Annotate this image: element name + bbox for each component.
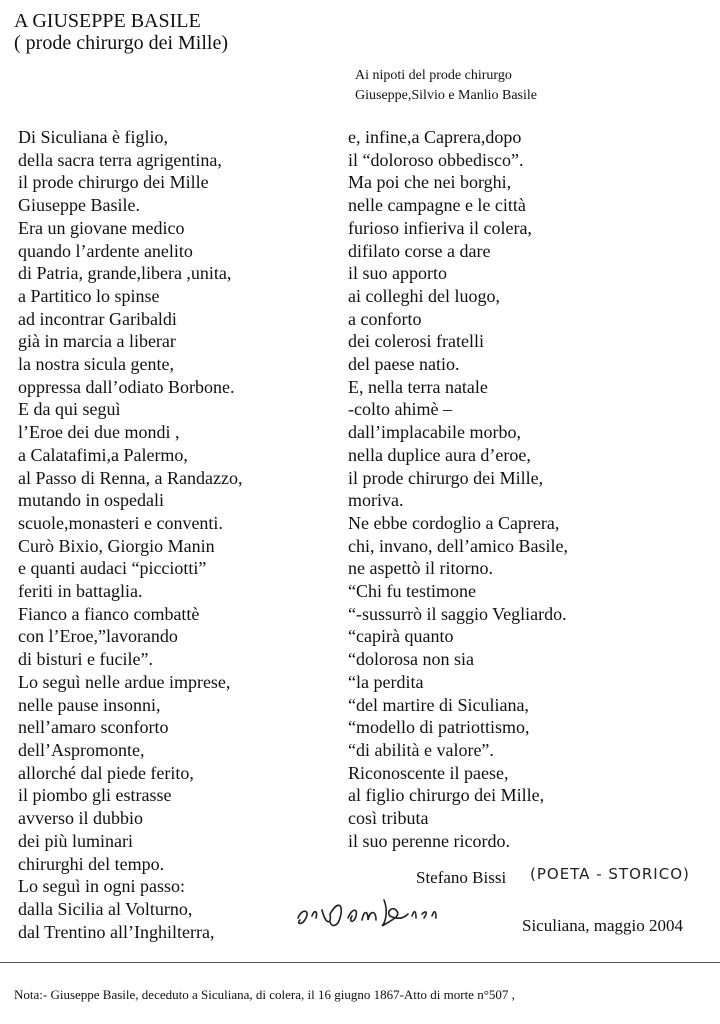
poem-line: a Calatafimi,a Palermo, xyxy=(18,444,188,465)
poem-line: “-sussurrò il saggio Vegliardo. xyxy=(348,603,567,624)
poem-line: la nostra sicula gente, xyxy=(18,354,174,375)
poem-line: ad incontrar Garibaldi xyxy=(18,308,177,329)
poem-line: Di Siculiana è figlio, xyxy=(18,127,168,147)
poem-line: del paese natio. xyxy=(348,354,460,375)
poem-line: dalla Sicilia al Volturno, xyxy=(18,898,193,919)
poem-line: al Passo di Renna, a Randazzo, xyxy=(18,467,243,488)
poem-line: “dolorosa non sia xyxy=(348,649,474,670)
poem-line: Giuseppe Basile. xyxy=(18,195,140,216)
poem-line: allorché dal piede ferito, xyxy=(18,762,194,783)
poem-line: di bisturi e fucile”. xyxy=(18,649,153,670)
poem-line: nella duplice aura d’eroe, xyxy=(348,444,531,465)
poem-line: il suo perenne ricordo. xyxy=(348,830,510,851)
poem-line: nell’amaro sconforto xyxy=(18,717,169,738)
poem-line: Lo seguì in ogni passo: xyxy=(18,876,185,897)
poem-line: oppressa dall’odiato Borbone. xyxy=(18,376,235,397)
poem-line: dal Trentino all’Inghilterra, xyxy=(18,921,215,942)
poem-line: nelle campagne e le città xyxy=(348,195,526,216)
poem-line: Curò Bixio, Giorgio Manin xyxy=(18,535,215,556)
poem-line: ne aspettò il ritorno. xyxy=(348,558,493,579)
poem-line: dei colerosi fratelli xyxy=(348,331,484,352)
poem-line: “Chi fu testimone xyxy=(348,581,476,602)
poem-line: “di abilità e valore”. xyxy=(348,739,494,760)
footnote-divider xyxy=(0,962,720,963)
poem-line: al figlio chirurgo dei Mille, xyxy=(348,785,545,806)
title-subtitle: ( prode chirurgo dei Mille) xyxy=(14,32,229,54)
place-date: Siculiana, maggio 2004 xyxy=(522,916,684,935)
poem-line: “capirà quanto xyxy=(348,626,454,647)
poem-line: dall’implacabile morbo, xyxy=(348,422,521,443)
poem-line: “del martire di Siculiana, xyxy=(348,694,529,715)
poem-line: a Partitico lo spinse xyxy=(18,285,160,306)
poem-line: moriva. xyxy=(348,490,404,511)
poem-line: il prode chirurgo dei Mille xyxy=(18,172,209,193)
poem-line: di Patria, grande,libera ,unita, xyxy=(18,263,232,284)
poem-line: “modello di patriottismo, xyxy=(348,717,530,738)
handwritten-signature xyxy=(292,880,472,940)
poem-line: Ma poi che nei borghi, xyxy=(348,172,512,193)
poem-line: nelle pause insonni, xyxy=(18,694,161,715)
poem-line: avverso il dubbio xyxy=(18,808,143,829)
poem-line: Era un giovane medico xyxy=(18,217,185,238)
poem-line: Lo seguì nelle ardue imprese, xyxy=(18,671,231,692)
poem-line: così tributa xyxy=(348,808,429,829)
poem-left-column xyxy=(18,126,328,943)
dedication xyxy=(355,66,537,106)
poem-right-column xyxy=(348,126,708,853)
poem-title xyxy=(14,10,228,54)
poem-line: furioso infieriva il colera, xyxy=(348,217,532,238)
poem-line: il prode chirurgo dei Mille, xyxy=(348,467,544,488)
poem-line: Riconoscente il paese, xyxy=(348,762,509,783)
poem-line: Fianco a fianco combattè xyxy=(18,603,200,624)
poem-line: il suo apporto xyxy=(348,263,447,284)
dedication-line: Giuseppe,Silvio e Manlio Basile xyxy=(355,88,537,103)
poem-line: l’Eroe dei due mondi , xyxy=(18,422,180,443)
poem-line: e quanti audaci “picciotti” xyxy=(18,558,207,579)
poem-line: feriti in battaglia. xyxy=(18,581,143,602)
poem-line: E, nella terra natale xyxy=(348,376,488,397)
footnote: Nota:- Giuseppe Basile, deceduto a Siculiana, di colera, il 16 giugno 1867-Atto di morte n°507 , xyxy=(14,987,515,1002)
poem-line: ai colleghi del luogo, xyxy=(348,285,500,306)
poem-line: quando l’ardente anelito xyxy=(18,240,193,261)
poem-line: dell’Aspromonte, xyxy=(18,739,145,760)
poem-line: chi, invano, dell’amico Basile, xyxy=(348,535,568,556)
poem-line: Ne ebbe cordoglio a Caprera, xyxy=(348,512,560,533)
poem-line: scuole,monasteri e conventi. xyxy=(18,512,223,533)
title-main: A GIUSEPPE BASILE xyxy=(14,10,201,32)
poem-line: chirurghi del tempo. xyxy=(18,853,165,874)
poem-line: mutando in ospedali xyxy=(18,490,164,511)
author-name: Stefano Bissi xyxy=(416,868,507,887)
poem-line: della sacra terra agrigentina, xyxy=(18,149,222,170)
poem-line: -colto ahimè – xyxy=(348,399,452,420)
handwritten-note: (POETA - STORICO) xyxy=(530,865,690,883)
poem-line: già in marcia a liberar xyxy=(18,331,176,352)
poem-line: con l’Eroe,”lavorando xyxy=(18,626,178,647)
poem-line: il piombo gli estrasse xyxy=(18,785,172,806)
dedication-line: Ai nipoti del prode chirurgo xyxy=(355,68,512,83)
poem-line: il “doloroso obbedisco”. xyxy=(348,149,524,170)
poem-line: E da qui seguì xyxy=(18,399,121,420)
poem-line: “la perdita xyxy=(348,671,424,692)
poem-line: dei più luminari xyxy=(18,830,133,851)
poem-line: a conforto xyxy=(348,308,422,329)
poem-line: e, infine,a Caprera,dopo xyxy=(348,127,522,147)
poem-line: difilato corse a dare xyxy=(348,240,491,261)
